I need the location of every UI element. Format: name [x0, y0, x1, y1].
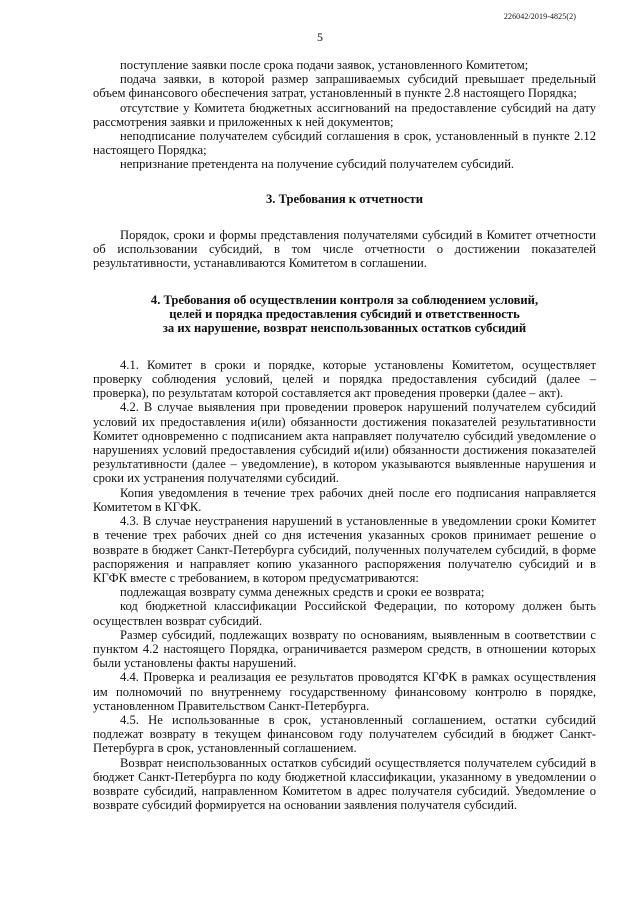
section-4-heading-line: 4. Требования об осуществлении контроля за соблюдением условий, [150, 292, 539, 307]
document-registration-number: 226042/2019-4825(2) [503, 12, 576, 21]
list-item: поступление заявки после срока подачи заявок, установленного Комитетом; [120, 58, 529, 72]
paragraph-4-1: 4.1. Комитет в сроки и порядке, которые установлены Комитетом, осуществляет проверку соблюдения условий, целей и порядка предоставления субсидий (далее – проверка), по результатам которой составляется акт проведения проверки (далее – акт). [93, 357, 596, 401]
paragraph-4-5: 4.5. Не использованные в срок, установленный соглашением, остатки субсидий подлежат возврату в текущем финансовом году получателем субсидий в бюджет Санкт-Петербурга в срок, установленный соглашением. [93, 712, 596, 756]
section-3-heading: 3. Требования к отчетности [266, 191, 423, 206]
paragraph-4-3: 4.3. В случае неустранения нарушений в установленные в уведомлении сроки Комитет в течение трех рабочих дней со дня истечения указанных сроков принимает решение о возврате в бюджет Санкт-Петербурга субсидий, полученных получателем субсидий, в форме распоряжения и направляет копию указанного распоряжения получателю субсидий и в КГФК вместе с требованием, в котором предусматриваются: [93, 514, 596, 585]
paragraph-4-2: 4.2. В случае выявления при проведении проверок нарушений получателем субсидий условий их предоставления и(или) обязанности достижения показателей результативности Комитет одновременно с подписанием акта направляет получателю субсидий уведомление о нарушениях условий предоставления субсидий и(или) обязанности достижения показателей результативности (далее – уведомление), в котором указываются выявленные нарушения и сроки их устранения получателями субсидий. [93, 400, 596, 486]
list-item: неподписание получателем субсидий соглашения в срок, установленный в пункте 2.12 настоящего Порядка; [93, 129, 596, 158]
paragraph-return-procedure: Возврат неиспользованных остатков субсидий осуществляется получателем субсидий в бюджет Санкт-Петербурга по коду бюджетной классификации, указанному в уведомлении о возврате субсидий, направленном Комитетом в адрес получателя субсидий. Уведомление о возврате субсидий формируется на основании заявления получателя субсидий. [93, 755, 596, 813]
paragraph-budget-code: код бюджетной классификации Российской Федерации, по которому должен быть осуществлен возврат субсидий. [93, 599, 596, 628]
document-body [93, 58, 596, 812]
page-number: 5 [317, 30, 323, 44]
section-4-heading-line: целей и порядка предоставления субсидий и ответственность [169, 307, 520, 322]
section-4-heading-line: за их нарушение, возврат неиспользованных остатков субсидий [162, 321, 527, 336]
list-item: подача заявки, в которой размер запрашиваемых субсидий превышает предельный объем финансового обеспечения затрат, установленный в пункте 2.8 настоящего Порядка; [93, 72, 596, 101]
paragraph-notice-copy: Копия уведомления в течение трех рабочих дней после его подписания направляется Комитетом в КГФК. [93, 485, 596, 514]
section-3-paragraph: Порядок, сроки и формы представления получателями субсидий в Комитет отчетности об использовании субсидий, в том числе отчетности о достижении показателей результативности, устанавливаются Комитетом в соглашении. [93, 228, 596, 271]
paragraph-4-4: 4.4. Проверка и реализация ее результатов проводятся КГФК в рамках осуществления им полномочий по внутреннему государственному финансовому контролю в порядке, установленном Правительством Санкт-Петербурга. [93, 670, 596, 713]
paragraph-subsidy-size: Размер субсидий, подлежащих возврату по основаниям, выявленным в соответствии с пунктом 4.2 настоящего Порядка, ограничивается размером средств, в отношении которых были установлены факты нарушений. [93, 627, 596, 671]
paragraph-return-amount: подлежащая возврату сумма денежных средств и сроки ее возврата; [120, 585, 485, 600]
list-item: отсутствие у Комитета бюджетных ассигнований на предоставление субсидий на дату рассмотрения заявки и приложенных к ней документов; [93, 100, 596, 129]
list-item: непризнание претендента на получение субсидий получателем субсидий. [120, 157, 515, 172]
